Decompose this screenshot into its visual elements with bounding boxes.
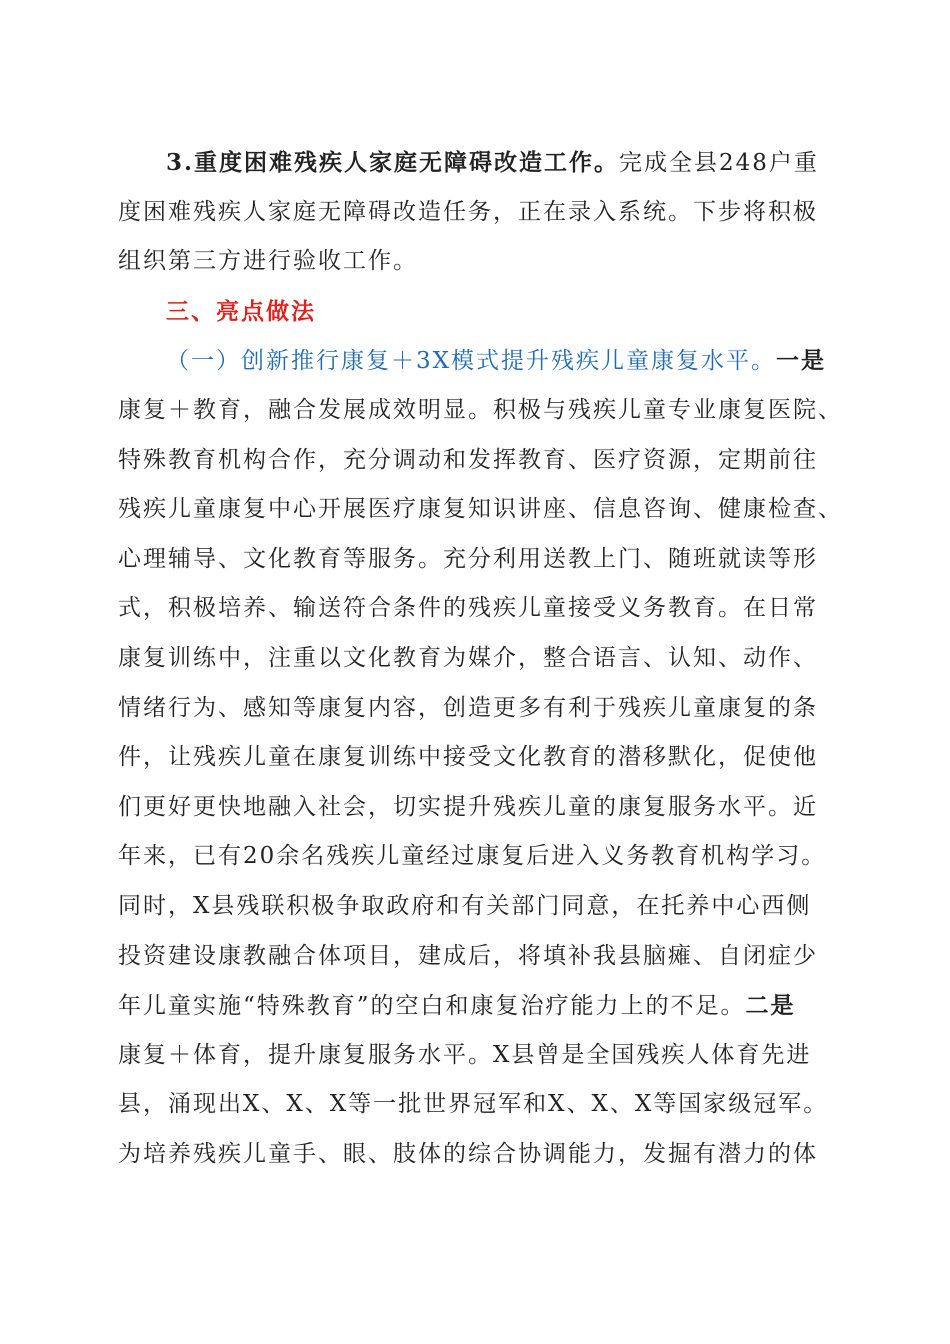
paragraph-line (118, 138, 818, 188)
lead-marker: 一是 (776, 347, 827, 375)
body-text: 年儿童实施“特殊教育”的空白和康复治疗能力上的不足。 (118, 993, 746, 1020)
subsection-title: （一）创新推行康复＋3X模式提升残疾儿童康复水平。 (166, 348, 777, 375)
body-line: 投资建设康教融合体项目，建成后，将填补我县脑瘫、自闭症少 (118, 942, 818, 969)
item-heading: 3.重度困难残疾人家庭无障碍改造工作。 (166, 149, 620, 176)
subsection-line (118, 336, 827, 386)
body-line: 康复＋教育，融合发展成效明显。积极与残疾儿童专业康复医院、 (118, 396, 843, 423)
paragraph-line: 组织第三方进行验收工作。 (118, 248, 418, 275)
body-line: 件，让残疾儿童在康复训练中接受文化教育的潜移默化，促使他 (118, 744, 818, 771)
body-line: 情绪行为、感知等康复内容，创造更多有利于残疾儿童康复的条 (118, 694, 818, 721)
body-line: 年来，已有20余名残疾儿童经过康复后进入义务教育机构学习。 (118, 843, 827, 870)
body-line: 康复＋体育，提升康复服务水平。X县曾是全国残疾人体育先进 (118, 1041, 812, 1068)
body-line: 县，涌现出X、X、X等一批世界冠军和X、X、X等国家级冠军。 (118, 1091, 829, 1118)
body-line: 残疾儿童康复中心开展医疗康复知识讲座、信息咨询、健康检查、 (118, 496, 843, 523)
lead-marker: 二是 (745, 992, 796, 1020)
paragraph-line: 度困难残疾人家庭无障碍改造任务，正在录入系统。下步将积极 (118, 198, 818, 225)
paragraph-text: 完成全县248户重 (619, 150, 819, 176)
body-line: 同时，X县残联积极争取政府和有关部门同意，在托养中心西侧 (118, 892, 812, 919)
document-body (118, 138, 843, 1179)
body-line: 康复训练中，注重以文化教育为媒介，整合语言、认知、动作、 (118, 644, 818, 671)
body-line: 们更好更快地融入社会，切实提升残疾儿童的康复服务水平。近 (118, 793, 818, 820)
body-line: 为培养残疾儿童手、眼、肢体的综合协调能力，发掘有潜力的体 (118, 1140, 818, 1167)
body-line: 心理辅导、文化教育等服务。充分利用送教上门、随班就读等形 (118, 545, 818, 572)
section-title: 三、亮点做法 (166, 297, 316, 325)
body-line: 式，积极培养、输送符合条件的残疾儿童接受义务教育。在日常 (118, 595, 818, 622)
body-line: 特殊教育机构合作，充分调动和发挥教育、医疗资源，定期前往 (118, 446, 818, 473)
body-line (118, 981, 818, 1031)
